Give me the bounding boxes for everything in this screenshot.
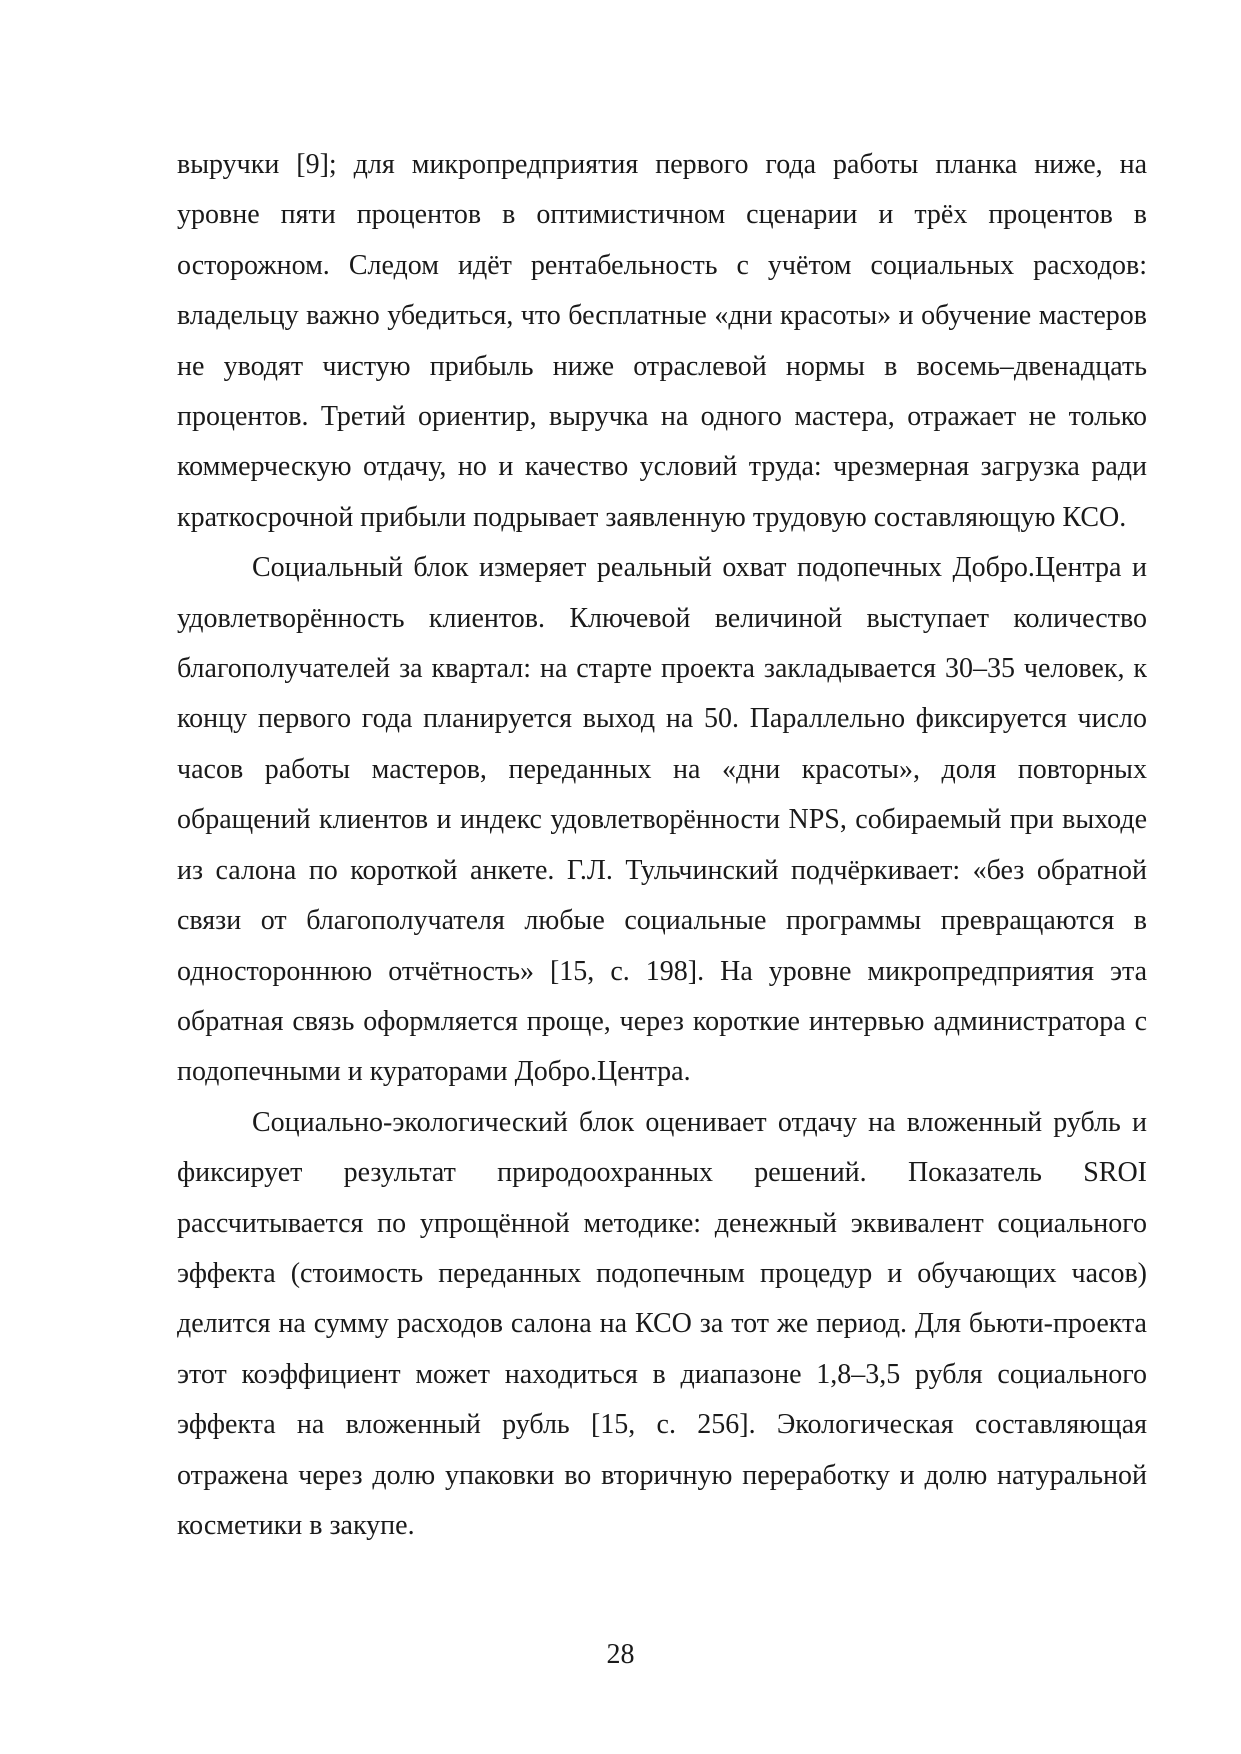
paragraph-social-block: Социальный блок измеряет реальный охват подопечных Добро.Центра и удовлетворённость клиентов. Ключевой величиной выступает количество благополучателей за квартал: на старте проекта закладывается 30–35 человек, к концу первого года планируется выход на 50. Параллельно фиксируется число часов работы мастеров, переданных на «дни красоты», доля повторных обращений клиентов и индекс удовлетворённости NPS, собираемый при выходе из салона по короткой анкете. Г.Л. Тульчинский подчёркивает: «без обратной связи от благополучателя любые социальные программы превращаются в одностороннюю отчётность» [15, с. 198]. На уровне микропредприятия эта обратная связь оформляется проще, через короткие интервью администратора с подопечными и кураторами Добро.Центра. <box>177 552 1147 1088</box>
paragraph-socio-ecological-block: Социально-экологический блок оценивает отдачу на вложенный рубль и фиксирует результат природоохранных решений. Показатель SROI рассчитывается по упрощённой методике: денежный эквивалент социального эффекта (стоимость переданных подопечным процедур и обучающих часов) делится на сумму расходов салона на КСО за тот же период. Для бьюти-проекта этот коэффициент может находиться в диапазоне 1,8–3,5 рубля социального эффекта на вложенный рубль [15, с. 256]. Экологическая составляющая отражена через долю упаковки во вторичную переработку и долю натуральной косметики в закупе. <box>177 1106 1147 1541</box>
body-text <box>177 140 1147 1551</box>
paragraph-continuation: выручки [9]; для микропредприятия первого года работы планка ниже, на уровне пяти процентов в оптимистичном сценарии и трёх процентов в осторожном. Следом идёт рентабельность с учётом социальных расходов: владельцу важно убедиться, что бесплатные «дни красоты» и обучение мастеров не уводят чистую прибыль ниже отраслевой нормы в восемь–двенадцать процентов. Третий ориентир, выручка на одного мастера, отражает не только коммерческую отдачу, но и качество условий труда: чрезмерная загрузка ради краткосрочной прибыли подрывает заявленную трудовую составляющую КСО. <box>177 149 1147 533</box>
page-number: 28 <box>606 1639 635 1670</box>
